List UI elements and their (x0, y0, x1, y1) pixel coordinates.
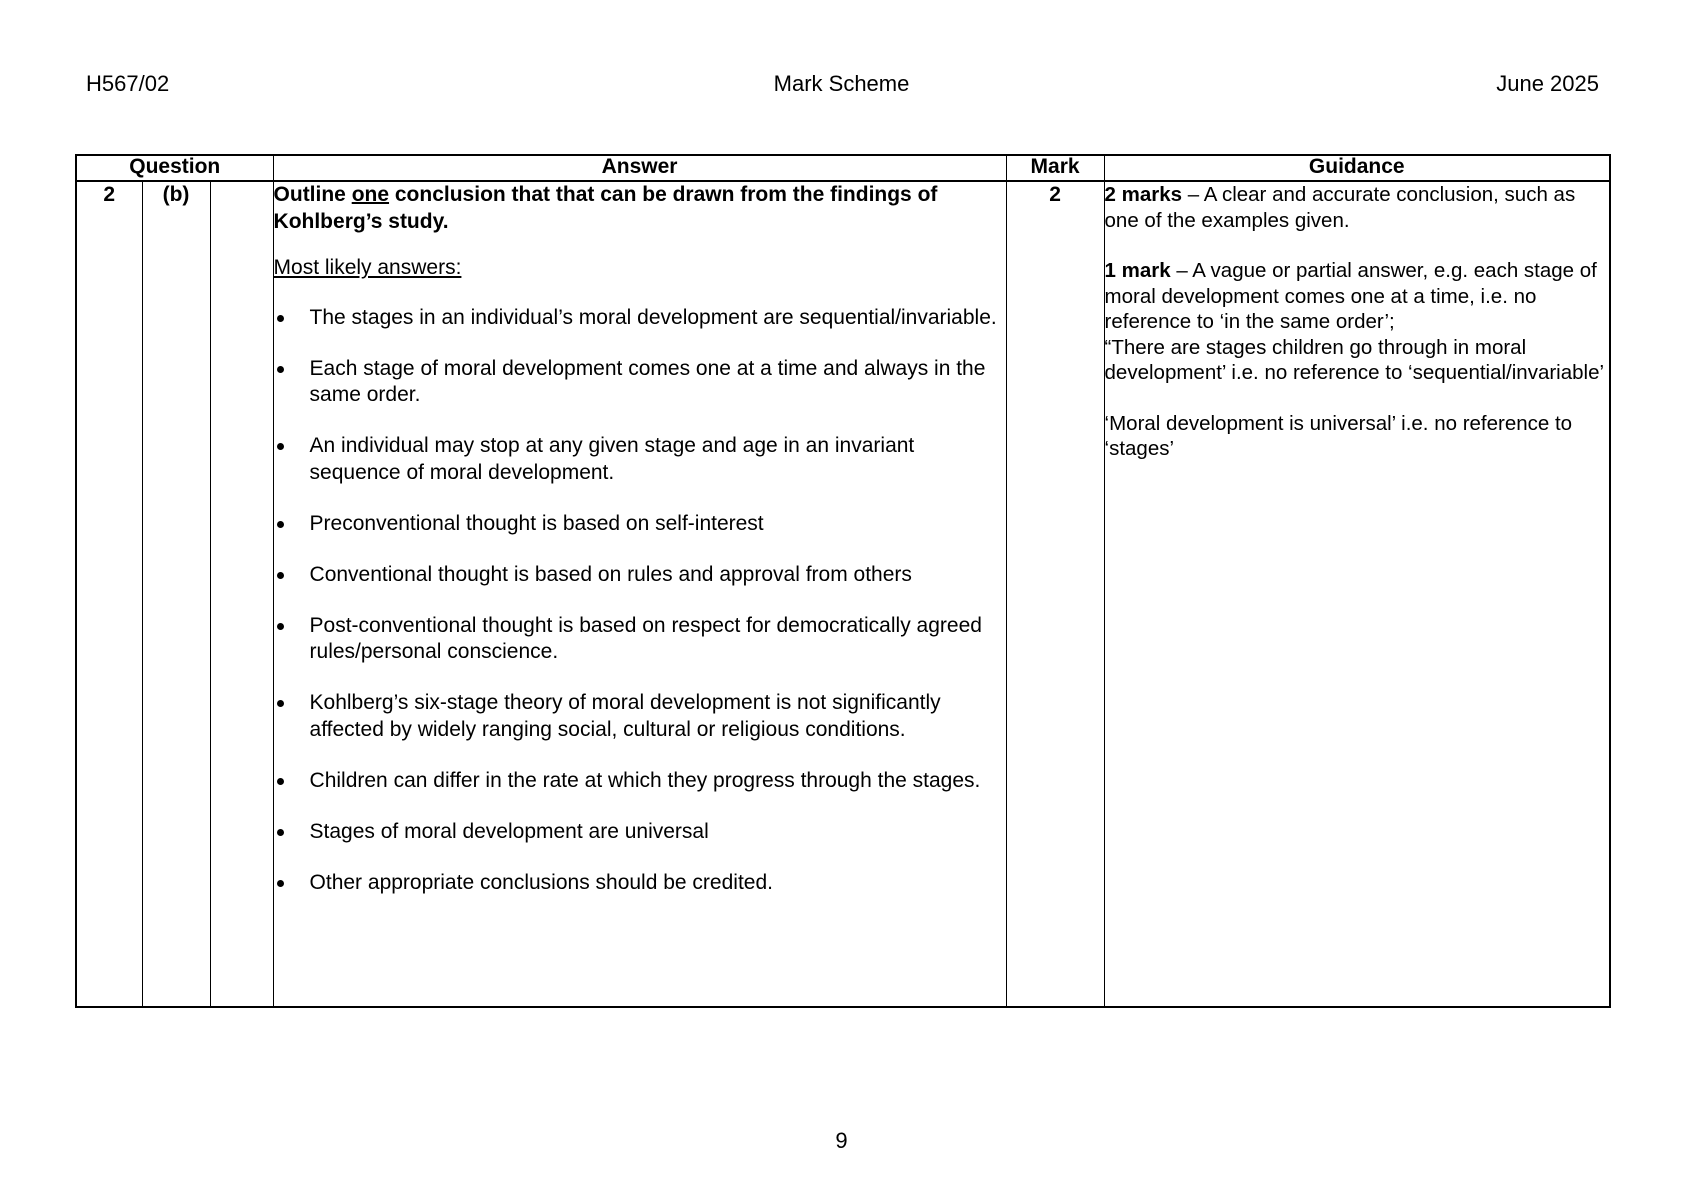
list-item (274, 613, 1006, 666)
answer-list (274, 305, 1006, 897)
mark-value: 2 (1006, 181, 1104, 1007)
question-suffix: conclusion that that can be drawn from the findings of Kohlberg’s study. (273, 183, 938, 233)
two-marks-label: 2 marks (1104, 183, 1183, 206)
question-emphasis: one (351, 183, 390, 206)
list-item (274, 511, 1006, 538)
bullet-icon (277, 572, 284, 579)
list-item (274, 768, 1006, 795)
answer-text: Conventional thought is based on rules and approval from others (309, 562, 912, 586)
document-title: Mark Scheme (773, 71, 910, 96)
table-row (76, 181, 1610, 1007)
question-prefix: Outline (273, 183, 352, 206)
bullet-icon (277, 521, 284, 528)
question-number: 2 (76, 181, 142, 1007)
page-number: 9 (835, 1128, 848, 1153)
answer-text: Other appropriate conclusions should be credited. (309, 870, 773, 894)
one-mark-text: – A vague or partial answer, e.g. each stage of moral development comes one at a time, i.e. no reference to ‘in the same order’; (1104, 259, 1597, 333)
list-item (274, 690, 1006, 743)
answer-text: The stages in an individual’s moral development are sequential/invariable. (309, 305, 997, 329)
answer-text: Preconventional thought is based on self-interest (309, 511, 764, 535)
answer-text: Post-conventional thought is based on respect for democratically agreed rules/personal conscience. (309, 613, 982, 663)
document-date: June 2025 (1496, 71, 1599, 96)
question-prompt (274, 182, 1006, 235)
one-mark-label: 1 mark (1104, 259, 1171, 282)
bullet-icon (277, 366, 284, 373)
one-mark-example: “There are stages children go through in moral development’ i.e. no reference to ‘sequential/invariable’ (1104, 335, 1605, 384)
list-item (274, 870, 1006, 897)
question-part: (b) (142, 181, 210, 1007)
answer-text: Stages of moral development are universal (309, 819, 709, 843)
list-item (274, 819, 1006, 846)
guidance-universal-note: ‘Moral development is universal’ i.e. no reference to ‘stages’ (1104, 411, 1573, 460)
bullet-icon (277, 778, 284, 785)
question-subpart (210, 181, 273, 1007)
mark-scheme-table (75, 154, 1611, 1008)
document-code: H567/02 (86, 71, 170, 96)
answer-text: Each stage of moral development comes one at a time and always in the same order. (309, 356, 986, 406)
bullet-icon (277, 315, 284, 322)
bullet-icon (277, 829, 284, 836)
answer-text: Children can differ in the rate at which they progress through the stages. (309, 768, 981, 792)
bullet-icon (277, 700, 284, 707)
column-header-mark: Mark (1006, 155, 1104, 181)
column-header-answer: Answer (273, 155, 1006, 181)
table-header-row (76, 155, 1610, 181)
bullet-icon (277, 880, 284, 887)
list-item (274, 305, 1006, 332)
list-item (274, 356, 1006, 409)
answer-text: An individual may stop at any given stage and age in an invariant sequence of moral development. (309, 434, 915, 484)
bullet-icon (277, 443, 284, 450)
guidance-cell (1104, 181, 1610, 1007)
list-item (274, 433, 1006, 486)
guidance-two-marks (1105, 182, 1610, 233)
column-header-question: Question (76, 155, 273, 181)
answer-cell (273, 181, 1006, 1007)
bullet-icon (277, 623, 284, 630)
two-marks-text: – A clear and accurate conclusion, such as one of the examples given. (1104, 183, 1576, 232)
likely-answers-heading: Most likely answers: (273, 256, 462, 279)
column-header-guidance: Guidance (1104, 155, 1610, 181)
guidance-one-mark (1105, 258, 1610, 386)
answer-text: Kohlberg’s six-stage theory of moral development is not significantly affected by widely ranging social, cultural or religious conditions. (309, 691, 941, 741)
list-item (274, 562, 1006, 589)
